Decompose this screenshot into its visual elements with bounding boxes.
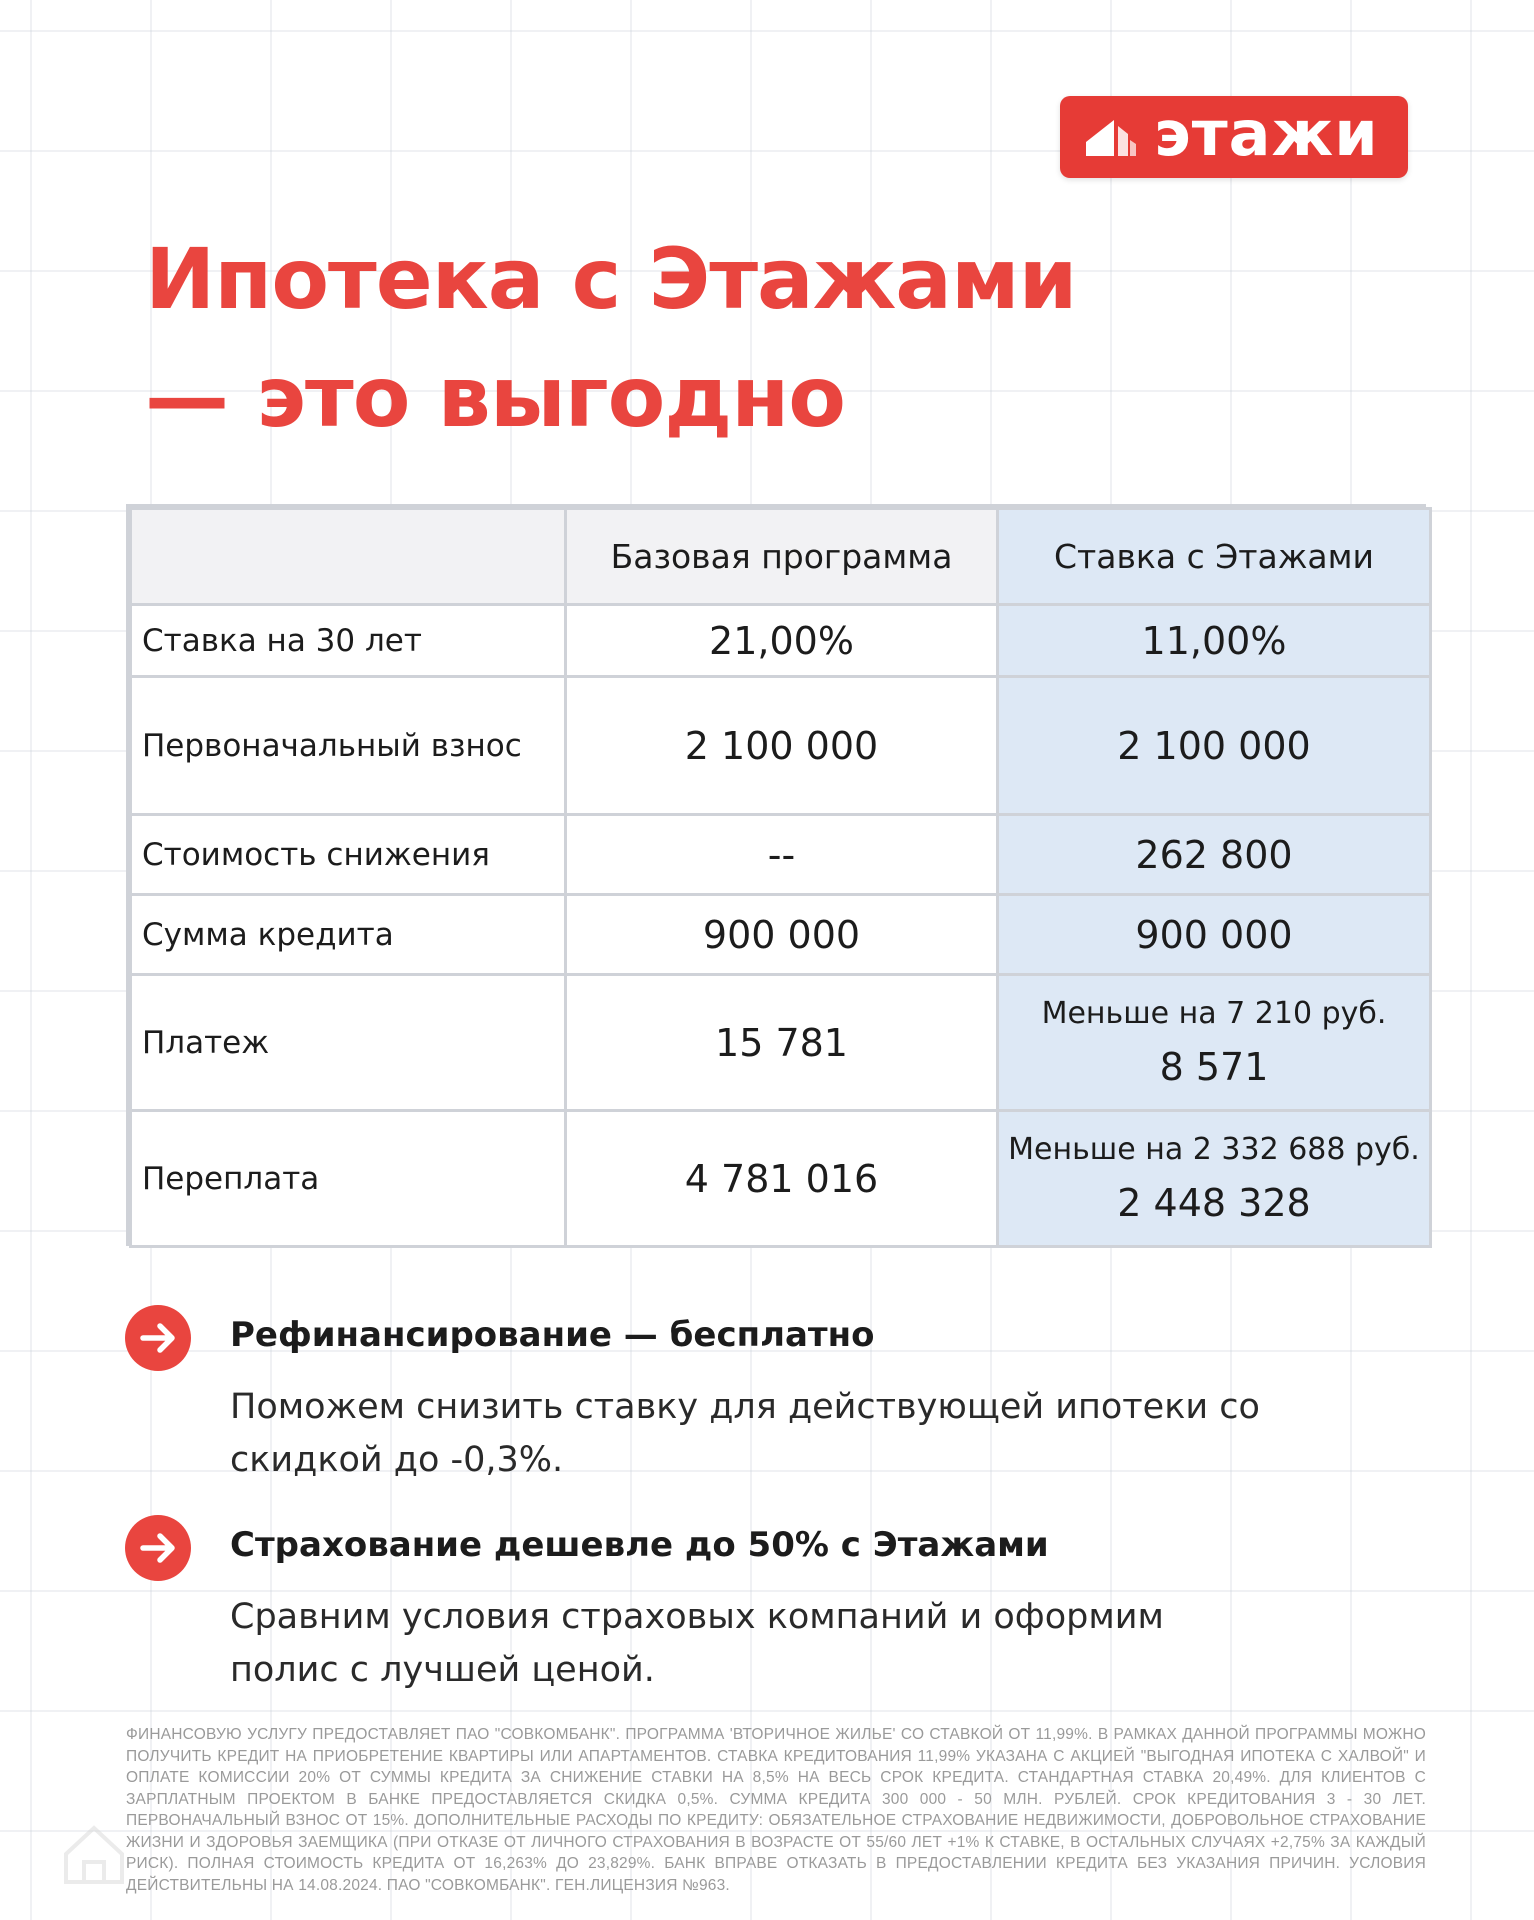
base-value: 21,00% [566,605,998,677]
benefit-text: Сравним условия страховых компаний и оформим полис с лучшей ценой. [230,1597,1164,1690]
row-label: Платеж [131,975,566,1111]
etazhi-cell [998,1111,1431,1247]
etazhi-value: 262 800 [998,815,1431,895]
title-line-1: Ипотека с Этажами [145,230,1077,328]
base-value: 15 781 [566,975,998,1111]
page-title [145,220,1345,456]
home-watermark-icon [58,1818,130,1890]
legal-disclaimer: ФИНАНСОВУЮ УСЛУГУ ПРЕДОСТАВЛЯЕТ ПАО "СОВКОМБАНК". ПРОГРАММА 'ВТОРИЧНОЕ ЖИЛЬЕ' СО СТАВКОЙ ОТ 11,99%. В РАМКАХ ДАННОЙ ПРОГРАММЫ МОЖНО ПОЛУЧИТЬ КРЕДИТ НА ПРИОБРЕТЕНИЕ КВАРТИРЫ ИЛИ АПАРТАМЕНТОВ. СТАВКА КРЕДИТОВАНИЯ 11,99% УКАЗАНА С АКЦИЕЙ "ВЫГОДНАЯ ИПОТЕКА С ХАЛВОЙ" И ОПЛАТЕ КОМИССИИ 20% ОТ СУММЫ КРЕДИТА ЗА СНИЖЕНИЕ СТАВКИ НА 8,5% НА ВЕСЬ СРОК КРЕДИТА. СТАНДАРТНАЯ СТАВКА 20,49%. ДЛЯ КЛИЕНТОВ С ЗАРПЛАТНЫМ ПРОЕКТОМ В БАНКЕ ПРЕДОСТАВЛЯЕТСЯ СКИДКА 0,5%. СУММА КРЕДИТА 300 000 - 50 МЛН. РУБЛЕЙ. СРОК КРЕДИТОВАНИЯ 3 - 30 ЛЕТ. ПЕРВОНАЧАЛЬНЫЙ ВЗНОС ОТ 15%. ДОПОЛНИТЕЛЬНЫЕ РАСХОДЫ ПО КРЕДИТУ: ОБЯЗАТЕЛЬНОЕ СТРАХОВАНИЕ НЕДВИЖИМОСТИ, ДОБРОВОЛЬНОЕ СТРАХОВАНИЕ ЖИЗНИ И ЗДОРОВЬЯ ЗАЕМЩИКА (ПРИ ОТКАЗЕ ОТ ЛИЧНОГО СТРАХОВАНИЯ В ВОЗРАСТЕ ОТ 55/60 ЛЕТ +1% К СТАВКЕ, В ОСТАЛЬНЫХ СЛУЧАЯХ +2,75% ЗА КАЖДЫЙ РИСК). ПОЛНАЯ СТОИМОСТЬ КРЕДИТА ОТ 16,263% ДО 23,829%. БАНК ВПРАВЕ ОТКАЗАТЬ В ПРЕДОСТАВЛЕНИИ КРЕДИТА БЕЗ УКАЗАНИЯ ПРИЧИН. УСЛОВИЯ ДЕЙСТВИТЕЛЬНЫ НА 14.08.2024. ПАО "СОВКОМБАНК". ГЕН.ЛИЦЕНЗИЯ №963. [126,1726,1426,1894]
base-value: 4 781 016 [566,1111,998,1247]
row-label: Переплата [131,1111,566,1247]
table-row [131,677,1431,815]
etazhi-logo [1060,96,1408,178]
benefit-title: Страхование дешевле до 50% с Этажами [230,1525,1049,1565]
header-etazhi-rate: Ставка с Этажами [998,509,1431,605]
row-label: Сумма кредита [131,895,566,975]
logo-text: этажи [1154,97,1379,170]
arrow-right-icon [125,1305,191,1371]
row-label: Стоимость снижения [131,815,566,895]
benefit-title: Рефинансирование — бесплатно [230,1315,875,1355]
row-label: Первоначальный взнос [131,677,566,815]
savings-note: Меньше на 7 210 руб. [1041,996,1387,1031]
etazhi-value: 2 100 000 [998,677,1431,815]
base-value: 2 100 000 [566,677,998,815]
building-icon [1084,116,1138,158]
table-row [131,895,1431,975]
table-row [131,605,1431,677]
etazhi-cell [998,975,1431,1111]
benefit-text: Поможем снизить ставку для действующей ипотеки со скидкой до -0,3%. [230,1387,1260,1480]
etazhi-value: 2 448 328 [1117,1181,1311,1225]
etazhi-value: 8 571 [1159,1045,1269,1089]
table-header-row [131,509,1431,605]
row-label: Ставка на 30 лет [131,605,566,677]
table-row [131,1111,1431,1247]
etazhi-value: 11,00% [998,605,1431,677]
comparison-table [126,504,1426,1246]
etazhi-value: 900 000 [998,895,1431,975]
arrow-right-icon [125,1515,191,1581]
table-row [131,815,1431,895]
base-value: -- [566,815,998,895]
header-base-program: Базовая программа [566,509,998,605]
header-empty [131,509,566,605]
title-line-2: — это выгодно [145,348,845,446]
base-value: 900 000 [566,895,998,975]
savings-note: Меньше на 2 332 688 руб. [1008,1132,1420,1167]
table-row [131,975,1431,1111]
